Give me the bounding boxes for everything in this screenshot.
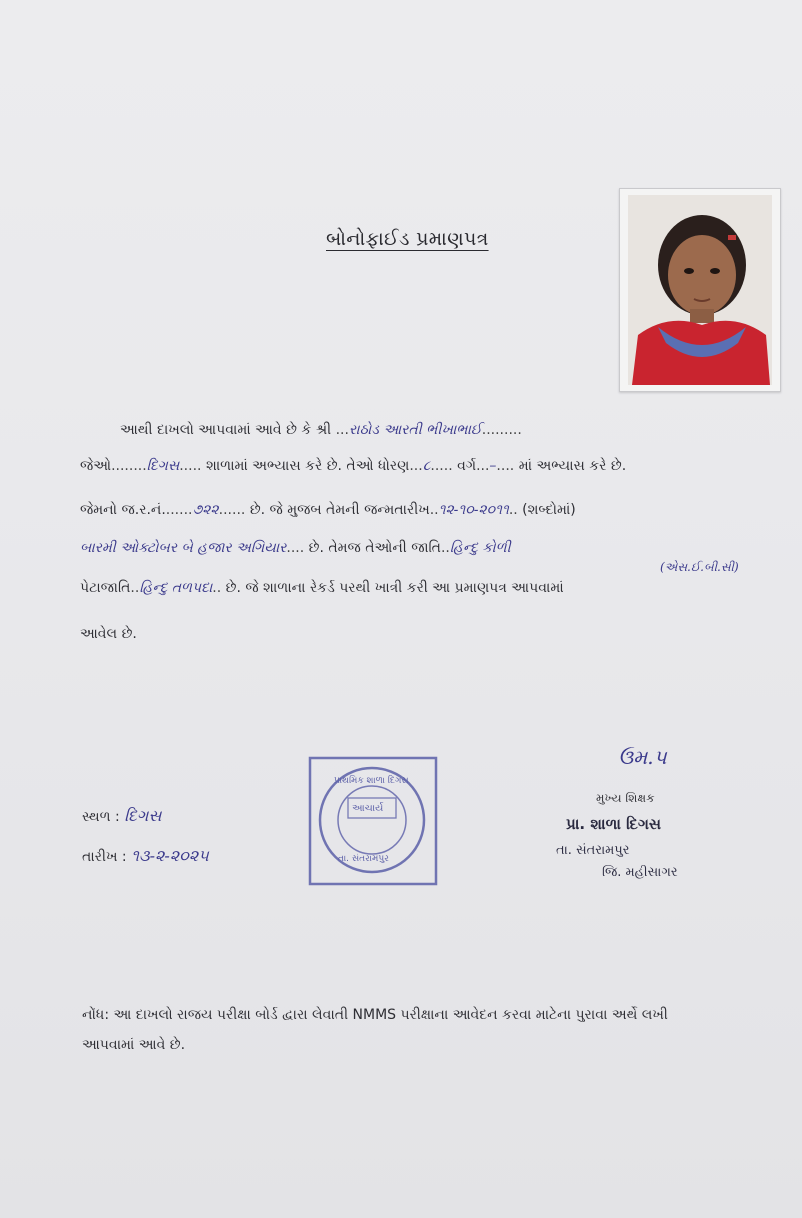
stamp-center-text: આચાર્ય [352,803,384,814]
caste: હિન્દુ કોળી [449,540,511,556]
body-line-2: જેઓ........દિગસ..... શાળામાં અભ્યાસ કરે છે. તેઓ ધોરણ...૮..... વર્ગ...–.... માં અભ્યાસ કરે છે. [80,458,627,474]
line3-tail: (શબ્દોમાં) [522,502,576,518]
line2-tail: માં અભ્યાસ કરે છે. [518,458,627,474]
student-photo [619,188,781,392]
body-line-6: આવેલ છે. [80,626,137,642]
stamp-bottom-text: તા. સંતરામપુર [338,854,389,864]
student-name: રાઠોડ આરતી ભીખાભાઈ [348,422,482,438]
signature-mark: ઉમ.પ [618,745,667,769]
note-line-1: નોંધ: આ દાખલો રાજય પરીક્ષા બોર્ડ દ્વારા લેવાતી NMMS પરીક્ષાના આવેદન કરવા માટેના પુરાવા અર્થે લખી [82,1007,668,1023]
standard: ૮ [422,458,431,474]
line3-mid: છે. જે મુજબ તેમની જન્મતારીખ [249,502,430,518]
date-value: ૧૩-૨-૨૦૨૫ [131,846,209,865]
line2-mid1: શાળામાં અભ્યાસ કરે છે. તેઓ ધોરણ [205,458,410,474]
line4-mid: છે. તેમજ તેઓની જાતિ [308,540,441,556]
school-stamp [308,756,438,886]
date-row [82,846,209,866]
signatory-taluka: તા. સંતરામપુર [556,843,630,858]
certificate-title: બોનોફાઈડ પ્રમાણપત્ર [326,228,489,250]
student-photo-illustration [628,195,772,385]
school-name: દિગસ [146,458,180,474]
signature-block [552,745,772,895]
line3-lead: જેમનો જ.ર.નં. [80,502,166,518]
dob-in-words: બારમી ઓક્ટોબર બે હજાર અગિયાર [80,540,287,556]
sub-caste: હિન્દુ તળપદા [139,580,213,596]
place-row [82,806,161,826]
signatory-role: મુખ્ય શિક્ષક [596,791,655,805]
line2-lead: જેઓ [80,458,112,474]
note-line-2: આપવામાં આવે છે. [82,1037,186,1053]
line1-lead: આથી દાખલો આપવામાં આવે છે કે શ્રી [120,422,332,438]
line5-tail: છે. જે શાળાના રેકર્ડ પરથી ખાત્રી કરી આ પ્રમાણપત્ર આપવામાં [225,580,564,596]
date-of-birth: ૧૨-૧૦-૨૦૧૧ [438,502,509,518]
place-value: દિગસ [124,806,162,825]
caste-category-note: (એસ.ઈ.બી.સી) [660,560,739,574]
footer-note [82,1000,762,1060]
date-label: તારીખ : [82,849,127,865]
body-line-4: બારમી ઓક્ટોબર બે હજાર અગિયાર.... છે. તેમજ તેઓની જાતિ..હિન્દુ કોળી [80,540,511,556]
line2-mid2: વર્ગ [457,458,477,474]
body-line-3: જેમનો જ.ર.નં.......૭૨૨...... છે. જે મુજબ તેમની જન્મતારીખ..૧૨-૧૦-૨૦૧૧.. (શબ્દોમાં) [80,502,576,518]
stamp-ring-text: પ્રાથમિક શાળા દિગસ [334,776,409,786]
division: – [489,458,497,474]
body-line-5: પેટાજાતિ..હિન્દુ તળપદા.. છે. જે શાળાના રેકર્ડ પરથી ખાત્રી કરી આ પ્રમાણપત્ર આપવામાં [80,580,564,596]
line5-lead: પેટાજાતિ [80,580,131,596]
signatory-school: પ્રા. શાળા દિગસ [566,815,662,833]
place-label: સ્થળ : [82,809,120,825]
body-line-1: આથી દાખલો આપવામાં આવે છે કે શ્રી ...રાઠોડ આરતી ભીખાભાઈ......... [120,422,522,438]
gr-number: ૭૨૨ [192,502,219,518]
signatory-district: જિ. મહીસાગર [602,865,678,880]
